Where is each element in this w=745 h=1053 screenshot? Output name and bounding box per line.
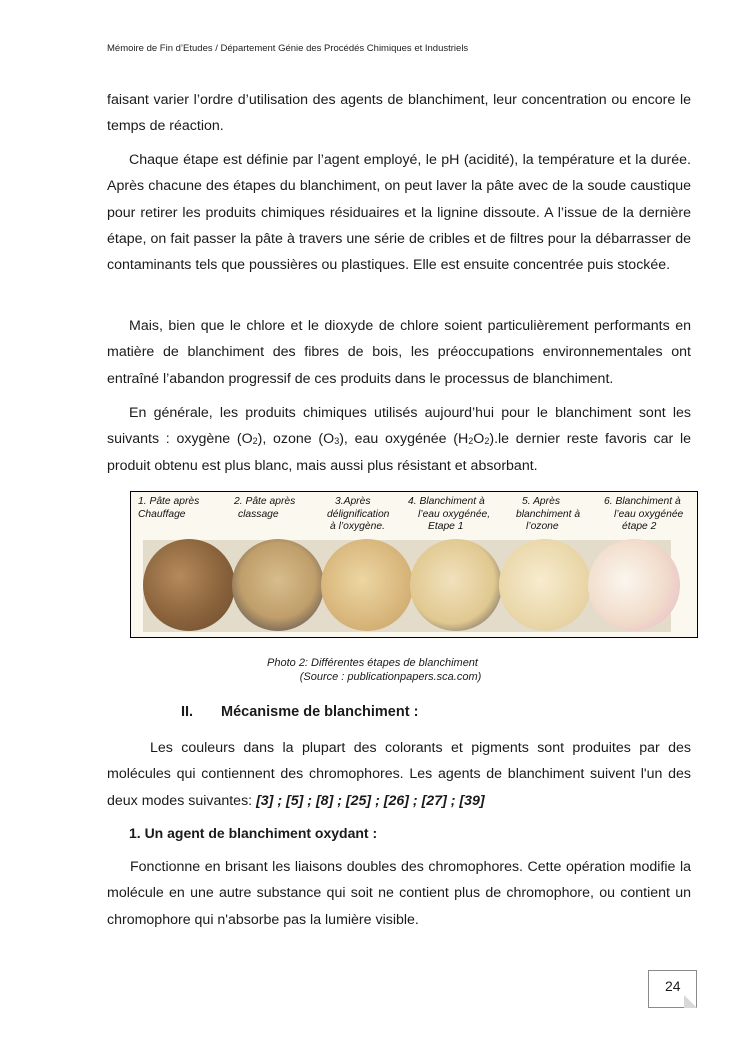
pulp-sample-6	[588, 539, 680, 631]
pulp-sample-4	[410, 539, 502, 631]
page-number-box	[648, 970, 697, 1008]
figure-label-4: 4. Blanchiment à l’eau oxygénée, Etape 1	[408, 496, 491, 532]
figure-label-1: 1. Pâte après Chauffage	[138, 496, 200, 520]
paragraph-2: Chaque étape est définie par l’agent employé, le pH (acidité), la température et la durée. Après chacune des étapes du blanchiment, on peut laver la pâte avec de la soude caustique pour retirer les produits chimiques résiduaires et la lignine dissoute. A l’issue de la dernière étape, on fait passer la pâte à travers une série de cribles et de filtres pour la débarrasser de contaminants tels que poussières ou plastiques. Elle est ensuite concentrée puis stockée.	[107, 152, 691, 274]
pulp-sample-1	[143, 539, 235, 631]
figure-caption: Photo 2: Différentes étapes de blanchiment	[267, 657, 478, 669]
pulp-sample-3	[321, 539, 413, 631]
page-number: 24	[665, 978, 681, 994]
paragraph-5: Les couleurs dans la plupart des colorants et pigments sont produites par des molécules qui contiennent des chromophores. Les agents de blanchiment suivent l'un des deux modes suivantes: [3] ; [5] ; [8] ; [25] ; [26] ; [27] ; [39]	[107, 740, 691, 809]
figure-label-5: 5. Après blanchiment à l’ozone	[516, 496, 581, 532]
figure-label-2: 2. Pâte après classage	[234, 496, 296, 520]
pulp-sample-2	[232, 539, 324, 631]
figure-label-3: 3.Après délignification à l’oxygène.	[327, 496, 390, 532]
subsection-heading: 1. Un agent de blanchiment oxydant :	[129, 825, 378, 841]
running-header: Mémoire de Fin d’Etudes / Département Génie des Procédés Chimiques et Industriels	[107, 43, 469, 54]
bleaching-stages-figure	[130, 491, 698, 638]
paragraph-1: faisant varier l’ordre d’utilisation des agents de blanchiment, leur concentration ou encore le temps de réaction.	[107, 92, 691, 135]
figure-source: (Source : publicationpapers.sca.com)	[299, 671, 482, 683]
figure-label-6: 6. Blanchiment à l’eau oxygénée étape 2	[604, 496, 684, 532]
paragraph-4: En générale, les produits chimiques utilisés aujourd’hui pour le blanchiment sont les suivants : oxygène $(O_2)$, ozone $(O_3)$, eau oxygénée $(H_2O_2).le$ dernier reste favoris car le produit obtenu est plus blanc, mais aussi plus résistant et absorbant.	[107, 405, 691, 474]
paragraph-3: Mais, bien que le chlore et le dioxyde de chlore soient particulièrement performants en matière de blanchiment des fibres de bois, les préoccupations environnementales ont entraîné l’abandon progressif de ces produits dans le processus de blanchiment.	[107, 318, 691, 387]
pulp-sample-5	[499, 539, 591, 631]
page-curl	[684, 995, 697, 1008]
paragraph-6: Fonctionne en brisant les liaisons doubles des chromophores. Cette opération modifie la molécule en une autre substance qui soit ne contient plus de chromophore, ou contient un chromophore qui n'absorbe pas la lumière visible.	[107, 859, 691, 928]
references: [3] ; [5] ; [8] ; [25] ; [26] ; [27] ; [39]	[256, 792, 485, 809]
section-heading: II. Mécanisme de blanchiment :	[181, 704, 419, 720]
